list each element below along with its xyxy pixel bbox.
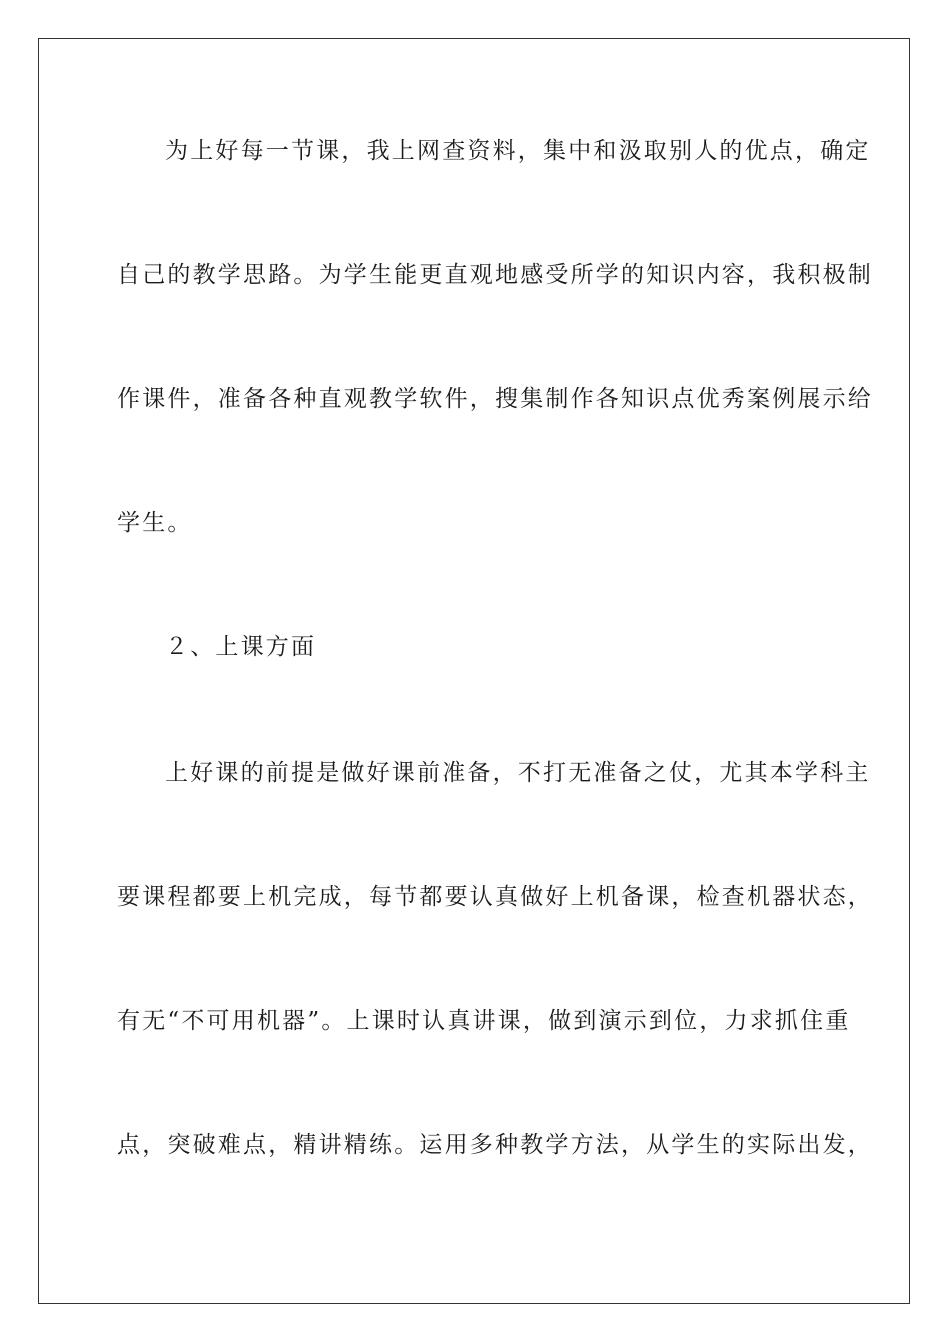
- paragraph-1-line-4: 学生。: [117, 510, 193, 536]
- paragraph-1-line-2: 自己的教学思路。为学生能更直观地感受所学的知识内容，我积极制: [117, 262, 873, 288]
- paragraph-1-line-1: 为上好每一节课，我上网查资料，集中和汲取别人的优点，确定: [165, 138, 871, 164]
- paragraph-2-line-2: 要课程都要上机完成，每节都要认真做好上机备课，检查机器状态，: [117, 884, 873, 910]
- page-border: [38, 38, 910, 1304]
- paragraph-2-line-1: 上好课的前提是做好课前准备，不打无准备之仗，尤其本学科主: [165, 760, 871, 786]
- section-heading: ２、上课方面: [165, 634, 317, 660]
- paragraph-2-line-4: 点，突破难点，精讲精练。运用多种教学方法，从学生的实际出发，: [117, 1132, 873, 1158]
- paragraph-1-line-3: 作课件，准备各种直观教学软件，搜集制作各知识点优秀案例展示给: [117, 386, 873, 412]
- paragraph-2-line-3: 有无“不可用机器”。上课时认真讲课，做到演示到位，力求抓住重: [117, 1008, 851, 1034]
